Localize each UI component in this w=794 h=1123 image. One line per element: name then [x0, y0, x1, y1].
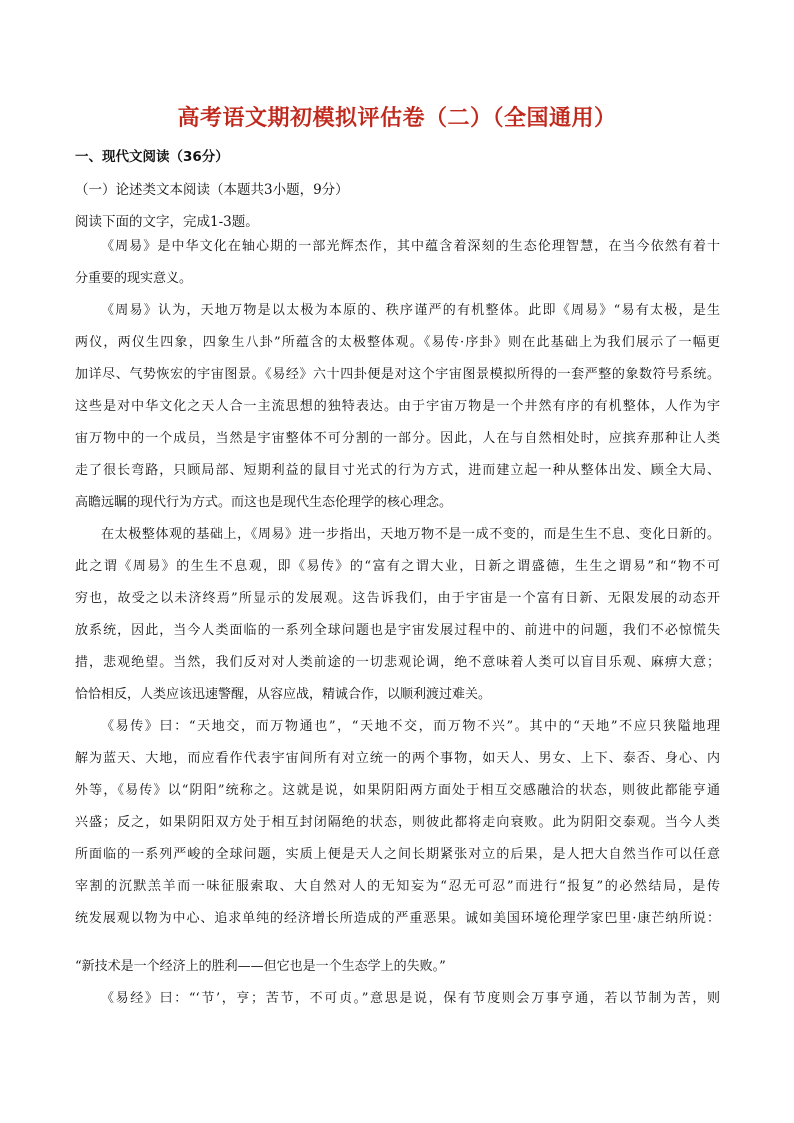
passage-line: 此之谓《周易》的生生不息观，即《易传》的“富有之谓大业，日新之谓盛德，生生之谓易”和“物不可	[75, 559, 720, 574]
passage-line: 恰恰相反，人类应该迅速警醒，从容应战，精诚合作，以顺利渡过难关。	[75, 687, 492, 702]
passage-line: 外等，《易传》以“阴阳”统称之。这就是说，如果阴阳两方面处于相互交感融洽的状态，则彼此都能亨通	[75, 783, 720, 798]
passage-line: 宙万物中的一个成员，当然是宇宙整体不可分割的一部分。因此，人在与自然相处时，应摈弃那种让人类	[75, 431, 720, 446]
passage-line: 高瞻远瞩的现代行为方式。而这也是现代生态伦理学的核心理念。	[75, 495, 453, 510]
passage-line: 分重要的现实意义。	[75, 271, 193, 286]
passage-line: 穷也，故受之以未济终焉”所显示的发展观。这告诉我们，由于宇宙是一个富有日新、无限发展的动态开	[75, 591, 720, 606]
passage-line: “新技术是一个经济上的胜利——但它也是一个生态学上的失败。”	[75, 959, 446, 974]
document-title: 高考语文期初模拟评估卷（二）（全国通用）	[177, 106, 617, 131]
section-heading: 一、现代文阅读（36分）	[75, 149, 229, 165]
passage-line: 两仪，两仪生四象，四象生八卦”所蕴含的太极整体观。《易传·序卦》则在此基础上为我们展示了一幅更	[75, 335, 720, 350]
passage-line: 加详尽、气势恢宏的宇宙图景。《易经》六十四卦便是对这个宇宙图景模拟所得的一套严整的象数符号系统。	[75, 367, 720, 382]
passage-line: 宰割的沉默羔羊而一味征服索取、大自然对人的无知妄为“忍无可忍”而进行“报复”的必然结局，是传	[75, 879, 720, 894]
passage-line: 《易经》曰：“‘节’，亨；苦节，不可贞。”意思是说，保有节度则会万事亨通，若以节制为苦，则	[101, 991, 720, 1006]
passage-line: 统发展观以物为中心、追求单纯的经济增长所造成的严重恶果。诚如美国环境伦理学家巴里·康芒纳所说：	[75, 911, 720, 926]
passage-line: 措，悲观绝望。当然，我们反对对人类前途的一切悲观论调，绝不意味着人类可以盲目乐观、麻痹大意；	[75, 655, 720, 670]
reading-instruction: 阅读下面的文字，完成1-3题。	[75, 214, 259, 230]
passage-line: 《周易》是中华文化在轴心期的一部光辉杰作，其中蕴含着深刻的生态伦理智慧，在当今依然有着十	[101, 239, 720, 254]
sub-heading: （一）论述类文本阅读（本题共3小题，9分）	[75, 182, 349, 198]
passage-line: 所面临的一系列严峻的全球问题，实质上便是天人之间长期紧张对立的后果，是人把大自然当作可以任意	[75, 847, 720, 862]
passage-line: 在太极整体观的基础上，《周易》进一步指出，天地万物不是一成不变的，而是生生不息、变化日新的。	[101, 527, 720, 542]
passage-line: 放系统，因此，当今人类面临的一系列全球问题也是宇宙发展过程中的、前进中的问题，我们不必惊慌失	[75, 623, 720, 638]
passage-line: 《易传》曰：“天地交，而万物通也”，“天地不交，而万物不兴”。其中的“天地”不应只狭隘地理	[101, 719, 720, 734]
passage-line: 解为蓝天、大地，而应看作代表宇宙间所有对立统一的两个事物，如天人、男女、上下、泰否、身心、内	[75, 751, 720, 766]
passage-line: 《周易》认为，天地万物是以太极为本原的、秩序谨严的有机整体。此即《周易》“易有太极，是生	[101, 303, 720, 318]
passage-line: 走了很长弯路，只顾局部、短期利益的鼠目寸光式的行为方式，进而建立起一种从整体出发、顾全大局、	[75, 463, 720, 478]
passage-line: 兴盛；反之，如果阴阳双方处于相互封闭隔绝的状态，则彼此都将走向衰败。此为阴阳交泰观。当今人类	[75, 815, 720, 830]
passage-line: 这些是对中华文化之天人合一主流思想的独特表达。由于宇宙万物是一个井然有序的有机整体，人作为宇	[75, 399, 720, 414]
